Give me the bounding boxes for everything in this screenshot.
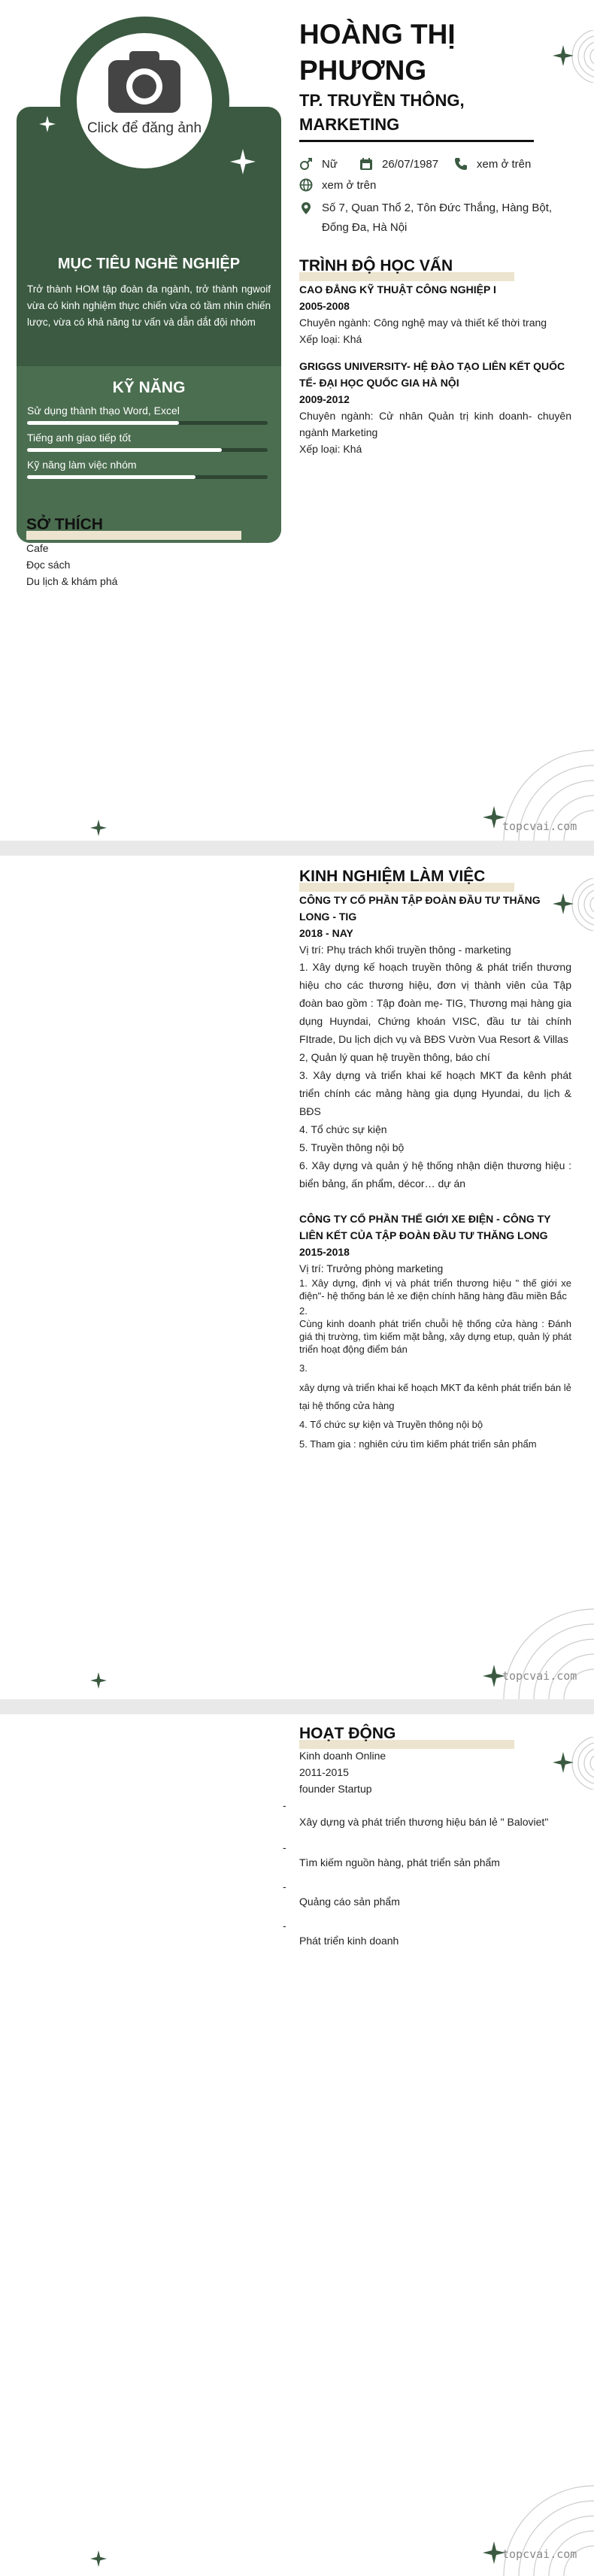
activity-period: 2011-2015 [299,1766,349,1778]
sparkle-icon [90,1672,107,1689]
cv-page-2 [0,856,594,1699]
avatar-upload[interactable] [77,33,212,168]
job-duty: 3. Xây dựng và triển khai kế hoạch MKT đa kênh phát triển chính các mảng hàng gia dụng Hyundai, du lịch & BĐS [299,1069,571,1117]
hobby-item: Đọc sách [26,559,71,571]
education-years: 2009-2012 [299,393,350,405]
job-duty: 4. Tổ chức sự kiện và Truyền thông nội bộ [299,1419,483,1430]
skill-item [27,405,268,425]
activity-org: Kinh doanh Online [299,1750,386,1762]
hobbies-list [26,540,117,589]
education-major: Chuyên ngành: Công nghệ may và thiết kế thời trang [299,317,547,329]
globe-icon [299,178,313,192]
experience-item [299,892,571,1193]
skill-bar [27,448,268,452]
job-duty: 5. Tham gia : nghiên cứu tìm kiếm phát triển sản phẩm [299,1438,537,1450]
skill-item [27,432,268,452]
job-duty-number: 3. [299,1362,308,1374]
watermark: topcvai.com [502,2547,577,2561]
job-role: Vị trí: Trưởng phòng marketing [299,1262,444,1274]
sparkle-icon [90,820,107,836]
skill-bar [27,475,268,479]
activity-role: founder Startup [299,1783,372,1795]
skill-label: Tiếng anh giao tiếp tốt [27,432,132,444]
company-name: CÔNG TY CỔ PHẦN TẬP ĐOÀN ĐẦU TƯ THĂNG LONG - TIG [299,894,541,923]
sparkle-icon [230,149,256,174]
gender-icon [299,157,313,171]
sparkle-icon [90,2550,107,2567]
company-name: CÔNG TY CỔ PHẦN THẾ GIỚI XE ĐIỆN - CÔNG TY LIÊN KẾT CỦA TẬP ĐOÀN ĐẦU TƯ THĂNG LONG [299,1213,551,1241]
education-major: Chuyên ngành: Cử nhân Quản trị kinh doanh- chuyên ngành Marketing [299,410,571,438]
job-duty: 1. Xây dựng kế hoạch truyền thông & phát triển thương hiệu cho các thương hiệu, đơn vị thành viên của Tập đoàn bao gồm : Tập đoàn mẹ- TIG, Thương mại hàng gia dụng Huyndai, Chứng khoán VISC, đầu tư tài chính FItrade, Du lịch dịch vụ và BĐS Vườn Vua Resort & Villas [299,961,571,1045]
hobbies-title: SỞ THÍCH [26,516,103,534]
email-field: xem ở trên [299,178,376,192]
skills-title: KỸ NĂNG [112,379,186,396]
divider [299,140,534,142]
phone-field: xem ở trên [454,157,531,171]
location-pin-icon [299,202,313,215]
avatar-upload-label: Click để đăng ảnh [86,120,202,136]
activity-item [299,1747,571,1797]
activity-bullets [283,1797,555,1956]
job-duty-number: 2. [299,1305,308,1317]
cv-page-1 [0,0,594,841]
calendar-icon [359,157,373,171]
sparkle-icon [39,116,56,132]
school-name: CAO ĐẲNG KỸ THUẬT CÔNG NGHIỆP I [299,283,496,295]
hobby-item: Cafe [26,542,49,554]
job-period: 2015-2018 [299,1246,350,1258]
activity-bullet: - Quảng cáo sản phẩm [283,1880,400,1908]
camera-icon [107,48,182,114]
job-duty: 2, Quản lý quan hệ truyền thông, báo chí [299,1051,490,1063]
education-item [299,281,571,347]
job-role: Vị trí: Phụ trách khối truyền thông - marketing [299,944,511,956]
gender-field: Nữ [299,157,338,171]
experience-title: KINH NGHIỆM LÀM VIỆC [299,868,485,886]
watermark: topcvai.com [502,820,577,833]
objective-text: Trở thành HOM tập đoàn đa ngành, trở thành ngwoif vừa có kinh nghiệm thực chiến vừa có tầm nhìn chiến lược, vừa có khả năng tư vấn và dẫn dắt đội nhóm [27,283,271,328]
candidate-name: HOÀNG THỊ PHƯƠNG [299,19,456,86]
skill-bar-fill [27,475,195,479]
skill-item [27,459,268,479]
cv-page-3 [0,1714,594,2576]
experience-item [299,1211,571,1454]
job-duty: 6. Xây dựng và quản ý hệ thống nhận diện thương hiệu : biển bảng, ấn phẩm, décor… dự án [299,1159,571,1190]
education-title: TRÌNH ĐỘ HỌC VẤN [299,257,453,275]
hobby-item: Du lịch & khám phá [26,575,118,587]
education-item [299,358,571,457]
education-years: 2005-2008 [299,300,350,312]
sparkle-icon [553,45,574,66]
job-duty: 1. Xây dựng, định vị và phát triển thương hiệu " thế giới xe điện"- hệ thống bán lẻ xe điện chính hãng hàng đầu miền Bắc [299,1277,571,1302]
job-duty: xây dựng và triển khai kế hoạch MKT đa kênh phát triển bán lẻ tại hệ thống cửa hàng [299,1382,571,1411]
objective-title: MỤC TIÊU NGHỀ NGHIỆP [57,256,241,272]
activity-bullet: - Xây dựng và phát triển thương hiệu bán lẻ " Baloviet" [283,1799,549,1828]
address-field: Số 7, Quan Thổ 2, Tôn Đức Thắng, Hàng Bột, Đống Đa, Hà Nội [299,199,552,238]
job-duty: 5. Truyền thông nội bộ [299,1141,405,1153]
job-period: 2018 - NAY [299,927,353,939]
activity-bullet: - Tìm kiếm nguồn hàng, phát triển sản phẩm [283,1841,500,1868]
skill-bar-fill [27,448,222,452]
skill-label: Kỹ năng làm việc nhóm [27,459,137,471]
education-grade: Xếp loại: Khá [299,443,362,455]
job-title: TP. TRUYỀN THÔNG, MARKETING [299,91,465,134]
job-duty: 4. Tổ chức sự kiện [299,1123,387,1135]
skill-label: Sử dụng thành thạo Word, Excel [27,405,180,417]
skill-bar [27,421,268,425]
activities-title: HOẠT ĐỘNG [299,1725,395,1743]
skill-bar-fill [27,421,179,425]
job-duty: Cùng kinh doanh phát triển chuỗi hệ thống cửa hàng : Đánh giá thị trường, tìm kiếm mặt bằng, xây dựng etup, quản lý phát triển hoạt động điểm bán [299,1318,571,1355]
watermark: topcvai.com [502,1669,577,1683]
birthday-field: 26/07/1987 [359,157,438,171]
education-grade: Xếp loại: Khá [299,333,362,345]
school-name: GRIGGS UNIVERSITY- HỆ ĐÀO TẠO LIÊN KẾT QUỐC TẾ- ĐẠI HỌC QUỐC GIA HÀ NỘI [299,360,565,389]
phone-icon [454,157,468,171]
activity-bullet: - Phát triển kinh doanh [283,1920,399,1947]
